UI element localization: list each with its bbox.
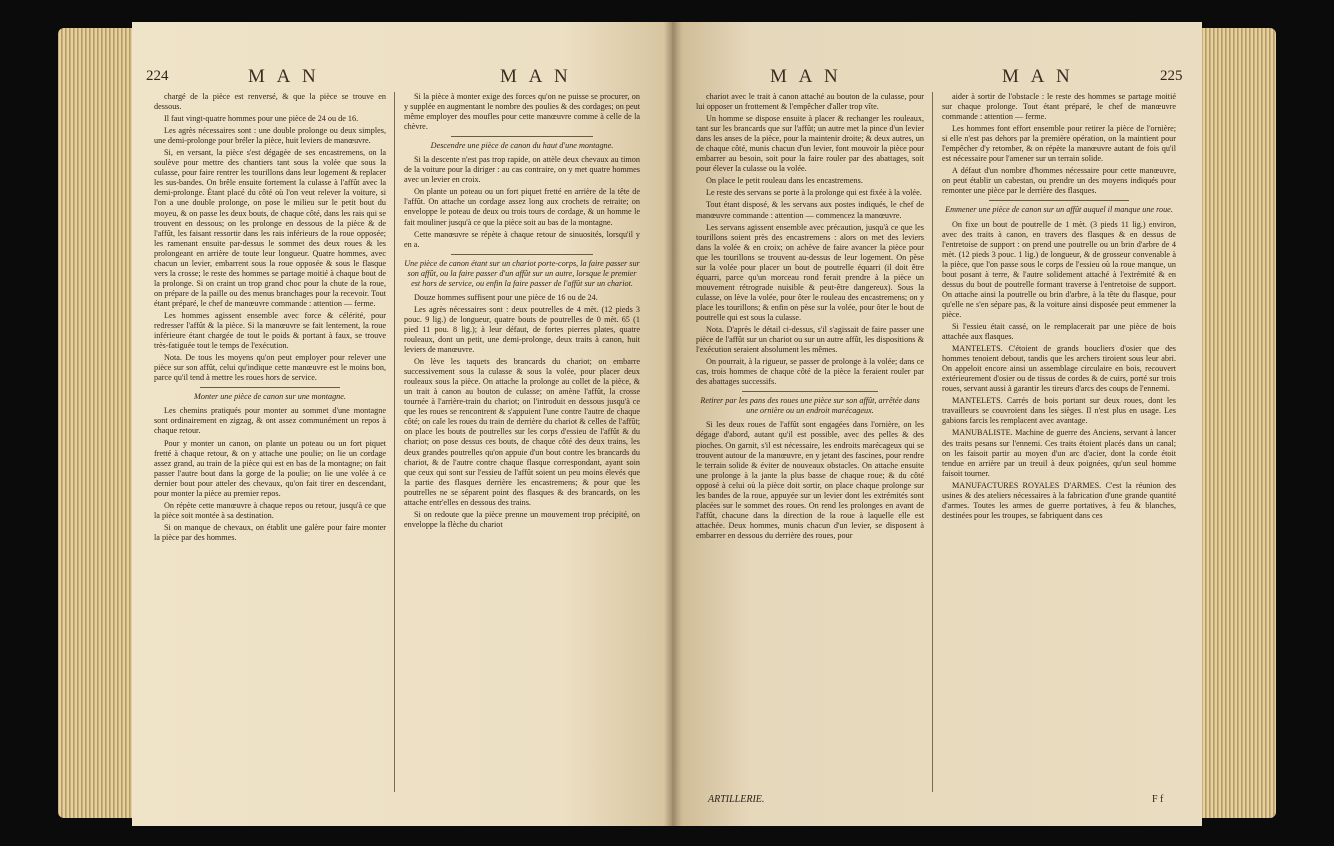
- section-heading: Descendre une pièce de canon du haut d'une montagne.: [430, 141, 614, 151]
- section-rule: [451, 136, 593, 137]
- section-heading: Une pièce de canon étant sur un chariot porte-corps, la faire passer sur son affût, ou la faire passer d'un affût sur un autre, lorsque le premier est hors de service, ou enfin la faire passer de l'affût sur un chariot.: [404, 258, 640, 288]
- right-column-divider: [932, 92, 933, 792]
- paragraph: Si, en versant, la pièce s'est dégagée de ses encastremens, on la soulève pour mettre des chantiers tant sous la volée que sous la culasse, pour faire rentrer les tourillons dans leur logement & replacer les sus-bandes. On brêle ensuite fortement la culasse à l'affût avec la demi-prolonge. Étant placé du côté où l'on veut relever la voiture, si l'on a une double prolonge, on pose le milieu sur le petit bout du moyeu, & on passe les deux bouts, de chaque côté, dans les rais qui se trouvent en dessous; on les prolonge en dessous de la pièce & de l'affût, les faisant ressortir dans les rais inférieurs de la roue opposée; les ramenant ensuite par-dessus le sommet des deux roues & les prolongeant en arrière de toute leur longueur. Quatre hommes, avec chacun un levier, embarrent sous la roue opposée & sous le flasque vers la crosse; le reste des hommes se partage moitié à chaque bout de la prolonge. Si on craint un trop grand choc pour la chute de la roue, on prépare de la paille ou des menus branchages pour la recevoir. Tout étant préparé, le chef de manœuvre commande : attention — ferme.: [154, 148, 386, 308]
- section-heading: Emmener une pièce de canon sur un affût auquel il manque une roue.: [945, 205, 1173, 215]
- paragraph: chargé de la pièce est renversé, & que la pièce se trouve en dessous.: [154, 92, 386, 112]
- paragraph: aider à sortir de l'obstacle : le reste des hommes se partage moitié sur chaque prolonge. Tout étant préparé, le chef de manœuvre commande : attention — ferme.: [942, 92, 1176, 122]
- paragraph: Cette manœuvre se répète à chaque retour de sinuosités, lorsqu'il y en a.: [404, 229, 640, 249]
- paragraph: MANTELETS. C'étoient de grands boucliers d'osier que des hommes tenoient debout, tandis que les archers tiroient sous leur abri. On appeloit encore ainsi un assemblage circulaire en bois, recouvert extérieurement d'osier ou de tissus de cordes & de cuirs, porté sur trois roues, servant aussi à garantir les tireurs d'arcs des coups de l'ennemi.: [942, 344, 1176, 394]
- section-rule: [742, 391, 879, 392]
- paragraph: On plante un poteau ou un fort piquet fretté en arrière de la tête de l'affût. On attache un cordage assez long aux crochets de retraite; on enveloppe le poteau de deux ou trois tours de cordage, & un homme le fait mouliner jusqu'à ce que la pièce soit au bas de la montagne.: [404, 187, 640, 227]
- left-running-head-a: M A N: [248, 66, 320, 87]
- paragraph: Nota. D'après le détail ci-dessus, s'il s'agissait de faire passer une pièce de l'affût sur un chariot ou sur un autre affût, les dispositions & l'exécution seraient absolument les mêmes.: [696, 325, 924, 355]
- paragraph: Pour y monter un canon, on plante un poteau ou un fort piquet fretté à chaque retour, & on y attache une poulie; on lie un cordage assez grand, au train de la pièce qui est en bas de la montagne; on fait passer l'autre bout dans la gorge de la poulie; on lie une volée à ce dernier bout pour atteler des chevaux, qu'on fait tirer en descendant, pour monter la pièce au premier repos.: [154, 438, 386, 498]
- paragraph: Si les deux roues de l'affût sont engagées dans l'ornière, on les dégage d'abord, autant qu'il est possible, avec des pelles & des pioches. On garnit, s'il est nécessaire, les endroits marécageux qui se trouvent autour de la manœuvre, en y jetant des fascines, pour rendre le terrain solide & éviter de nouveaux obstacles. On attache ensuite une prolonge à la jante la plus basse de chaque roue; & du côté opposé à celui où la pièce doit sortir, on place chaque prolonge sur les bandes de la roue, appuyée sur un levier dont les extrémités sont placées sur le sommet des roues. On rend les prolonges en avant de l'affût, chacune dans la direction de la roue à laquelle elle est attachée. Deux hommes, munis chacun d'un levier, se disposent à embarrer en dessous du derrière des roues, pour: [696, 420, 924, 540]
- paragraph: Si la pièce à monter exige des forces qu'on ne puisse se procurer, on y supplée en augmentant le nombre des poulies & des cordages; on peut même employer des moufles pour cette manœuvre comme à celle de la chèvre.: [404, 92, 641, 132]
- right-column-1: [696, 92, 924, 543]
- paragraph: A défaut d'un nombre d'hommes nécessaire pour cette manœuvre, on peut établir un cabestan, ou prendre un des moyens indiqués pour remonter une pièce par le derrière des flasques.: [942, 166, 1176, 196]
- section-rule: [989, 200, 1129, 201]
- left-column-2: [404, 92, 640, 532]
- paragraph: Douze hommes suffisent pour une pièce de 16 ou de 24.: [414, 292, 598, 302]
- paragraph: On fixe un bout de poutrelle de 1 mèt. (3 pieds 11 lig.) environ, avec des traits à canon, en travers des flasques & en dessus de l'entretoise de support : on prend une poutrelle ou un brin d'arbre de 4 mèt. (12 pieds 3 pouc. 1 lig.) de longueur, & de grosseur convenable à la pièce, que l'on passe sous le corps de l'essieu où la roue manque, un bout posant à terre, & l'autre solidement attaché à l'extrémité & en dessus du bout de poutrelle formant traverse à l'entretoise de support. On attache ainsi la poutrelle ou brin d'arbre, à la tête du flasque, pour qu'elle ne s'en sépare pas, & la voiture ainsi disposée peut emmener la pièce.: [942, 219, 1176, 319]
- paragraph: Tout étant disposé, & les servans aux postes indiqués, le chef de manœuvre commande : attention — commencez la manœuvre.: [696, 200, 924, 220]
- right-page-number: 225: [1160, 68, 1183, 84]
- paragraph: Un homme se dispose ensuite à placer & rechanger les rouleaux, tant sur les brancards que sur l'affût; un autre met la pince d'un levier dans les anses de la pièce, pour la maintenir droite; & deux autres, un de chaque côté, munis chacun d'un levier, font mouvoir la pièce pour embarrer au besoin, soit pour la faire rouler par des abattages, soit pour élever la culasse ou la volée.: [696, 114, 924, 174]
- paragraph: Nota. De tous les moyens qu'on peut employer pour relever une pièce sur son affût, celui qu'indique cette manœuvre est le moins bon, parce qu'il tend à mettre les roues hors de service.: [154, 353, 386, 383]
- open-book: [58, 18, 1276, 830]
- paragraph: Les agrès nécessaires sont : deux poutrelles de 4 mèt. (12 pieds 3 pouc. 9 lig.) de longueur, quatre bouts de poutrelles de 0 mèt. 65 (1 pied 11 pou. 8 lig.); à leur défaut, de fortes pierres plates, quatre rouleaux, dont un petit, une demi-prolonge, deux traits à canon, huit leviers de manœuvre.: [404, 304, 640, 355]
- left-page: [132, 22, 672, 826]
- paragraph: Les agrès nécessaires sont : une double prolonge ou deux simples, une demi-prolonge pour bréler la pièce, huit leviers de manœuvre.: [154, 126, 386, 146]
- paragraph: Les hommes font effort ensemble pour retirer la pièce de l'ornière; si elle n'est pas dehors par la première opération, on la maintient pour l'empêcher d'y retomber, & on répète la manœuvre autant de fois qu'il est nécessaire pour l'amener sur un terrain solide.: [942, 124, 1176, 164]
- paragraph: On lève les taquets des brancards du chariot; on embarre successivement sous la culasse & sous la volée, pour placer deux rouleaux sous la pièce. On attache la prolonge au collet de la pièce, & un trait à canon au bouton de culasse; on amène l'affût, la crosse tournée à l'arrière-train du chariot; on l'introduit en dessous jusqu'à ce que les roues se rencontrent & s'appuient l'une contre l'autre de chaque côté; on cale les roues du train de derrière du chariot & celles de l'affût; on place les bouts de poutrelles sur les corps d'essieu de l'affût & du chariot; on pose dessus ces bouts, de chaque côté des deux trains, les deux grandes poutrelles qu'on appuie d'un bout contre les brancards du chariot, & de l'autre contre chaque flasque correspondant, ayant soin que ceux qui sont sur l'essieu de l'affût soient un peu moins élevés que la partie des flasques derrière les encastremens; & pour que les poutrelles ne se séparent point des flasques & des brancards, on les attache entr'elles en dessous des trains.: [404, 357, 640, 507]
- right-page-edges: [1198, 28, 1276, 818]
- paragraph: MANUBALISTE. Machine de guerre des Anciens, servant à lancer des traits pesans sur l'ennemi. Ces traits étoient placés dans un canal; on les faisoit partir au moyen d'un arc d'acier, dont la corde étoit tendue en arrière par un treuil à deux poignées, qu'un seul homme faisoit tourner.: [942, 428, 1176, 478]
- catchword: F f: [1152, 794, 1164, 805]
- left-column-1: [154, 92, 386, 545]
- section-heading: Monter une pièce de canon sur une montagne.: [194, 392, 346, 402]
- right-page: [672, 22, 1202, 826]
- section-rule: [451, 254, 593, 255]
- paragraph: Si l'essieu était cassé, on le remplacerait par une pièce de bois attachée aux flasques.: [942, 321, 1176, 342]
- right-column-2: [942, 92, 1176, 523]
- book-spine: [664, 22, 682, 826]
- paragraph: MANUFACTURES ROYALES D'ARMES. C'est la réunion des usines & des ateliers nécessaires à la fabrication d'une grande quantité d'armes. Toutes les armes de guerre portatives, à feu & blanches, destinées pour les troupes, se fabriquent dans ces: [942, 480, 1176, 520]
- left-page-number: 224: [146, 68, 169, 84]
- left-page-edges: [58, 28, 136, 818]
- paragraph: On pourrait, à la rigueur, se passer de prolonge à la volée; dans ce cas, trois hommes de chaque côté de la pièce la feraient rouler par des abattages successifs.: [696, 357, 924, 387]
- left-column-divider: [394, 92, 395, 792]
- paragraph: Si on redoute que la pièce prenne un mouvement trop précipité, on enveloppe la flèche du chariot: [404, 509, 640, 529]
- paragraph: MANTELETS. Carrés de bois portant sur deux roues, dont les travailleurs se couvroient dans les sièges. Il n'est plus en usage. Les gabions farcis les remplacent avec avantage.: [942, 396, 1176, 426]
- right-running-head-a: M A N: [770, 66, 842, 87]
- paragraph: On répète cette manœuvre à chaque repos ou retour, jusqu'à ce que la pièce soit montée à sa destination.: [154, 500, 386, 520]
- paragraph: Le reste des servans se porte à la prolonge qui est fixée à la volée.: [706, 188, 922, 198]
- right-running-head-b: M A N: [1002, 66, 1074, 87]
- paragraph: Il faut vingt-quatre hommes pour une pièce de 24 ou de 16.: [164, 114, 359, 124]
- paragraph: Si on manque de chevaux, on établit une galère pour faire monter la pièce par des hommes.: [154, 522, 386, 542]
- paragraph: On place le petit rouleau dans les encastremens.: [706, 176, 863, 186]
- paragraph: Les chemins pratiqués pour monter au sommet d'une montagne sont ordinairement en zigzag, & ont assez communément un repos à chaque retour.: [154, 406, 386, 436]
- paragraph: Si la descente n'est pas trop rapide, on attèle deux chevaux au timon de la voiture pour la diriger : au cas contraire, on y met quatre hommes avec un levier en croix.: [404, 155, 640, 185]
- paragraph: Les servans agissent ensemble avec précaution, jusqu'à ce que les tourillons soient près des encastremens : alors on met des leviers dans la volée & en croix; on achève de faire avancer la pièce pour que les tourillons se trouvent au-dessus de leur logement. On pèse sur la volée pour placer un bout de poutrelle équarri (il doit être équarri, parce qu'un morceau rond ferait prendre à la pièce un mouvement rétrograde nuisible & peut-être dangereux). Sous la culasse, on lève la volée, pour ôter le rouleau des encastremens; on y place les tourillons; & enfin on pèse sur la volée, pour ôter le bout de poutrelle qui est sous la culasse.: [696, 222, 924, 322]
- signature-mark: ARTILLERIE.: [708, 794, 765, 805]
- paragraph: Les hommes agissent ensemble avec force & célérité, pour redresser l'affût & la pièce. Si la manœuvre se fait lentement, la roue inférieure étant chargée de tout le poids & portant à faux, se trouve très-fatiguée tout le temps de l'exécution.: [154, 310, 386, 351]
- left-running-head-b: M A N: [500, 66, 572, 87]
- section-rule: [200, 387, 339, 388]
- paragraph: chariot avec le trait à canon attaché au bouton de la culasse, pour lui opposer un frottement & l'empêcher d'aller trop vîte.: [696, 92, 924, 112]
- section-heading: Retirer par les pans des roues une pièce sur son affût, arrêtée dans une ornière ou un endroit marécageux.: [700, 396, 920, 416]
